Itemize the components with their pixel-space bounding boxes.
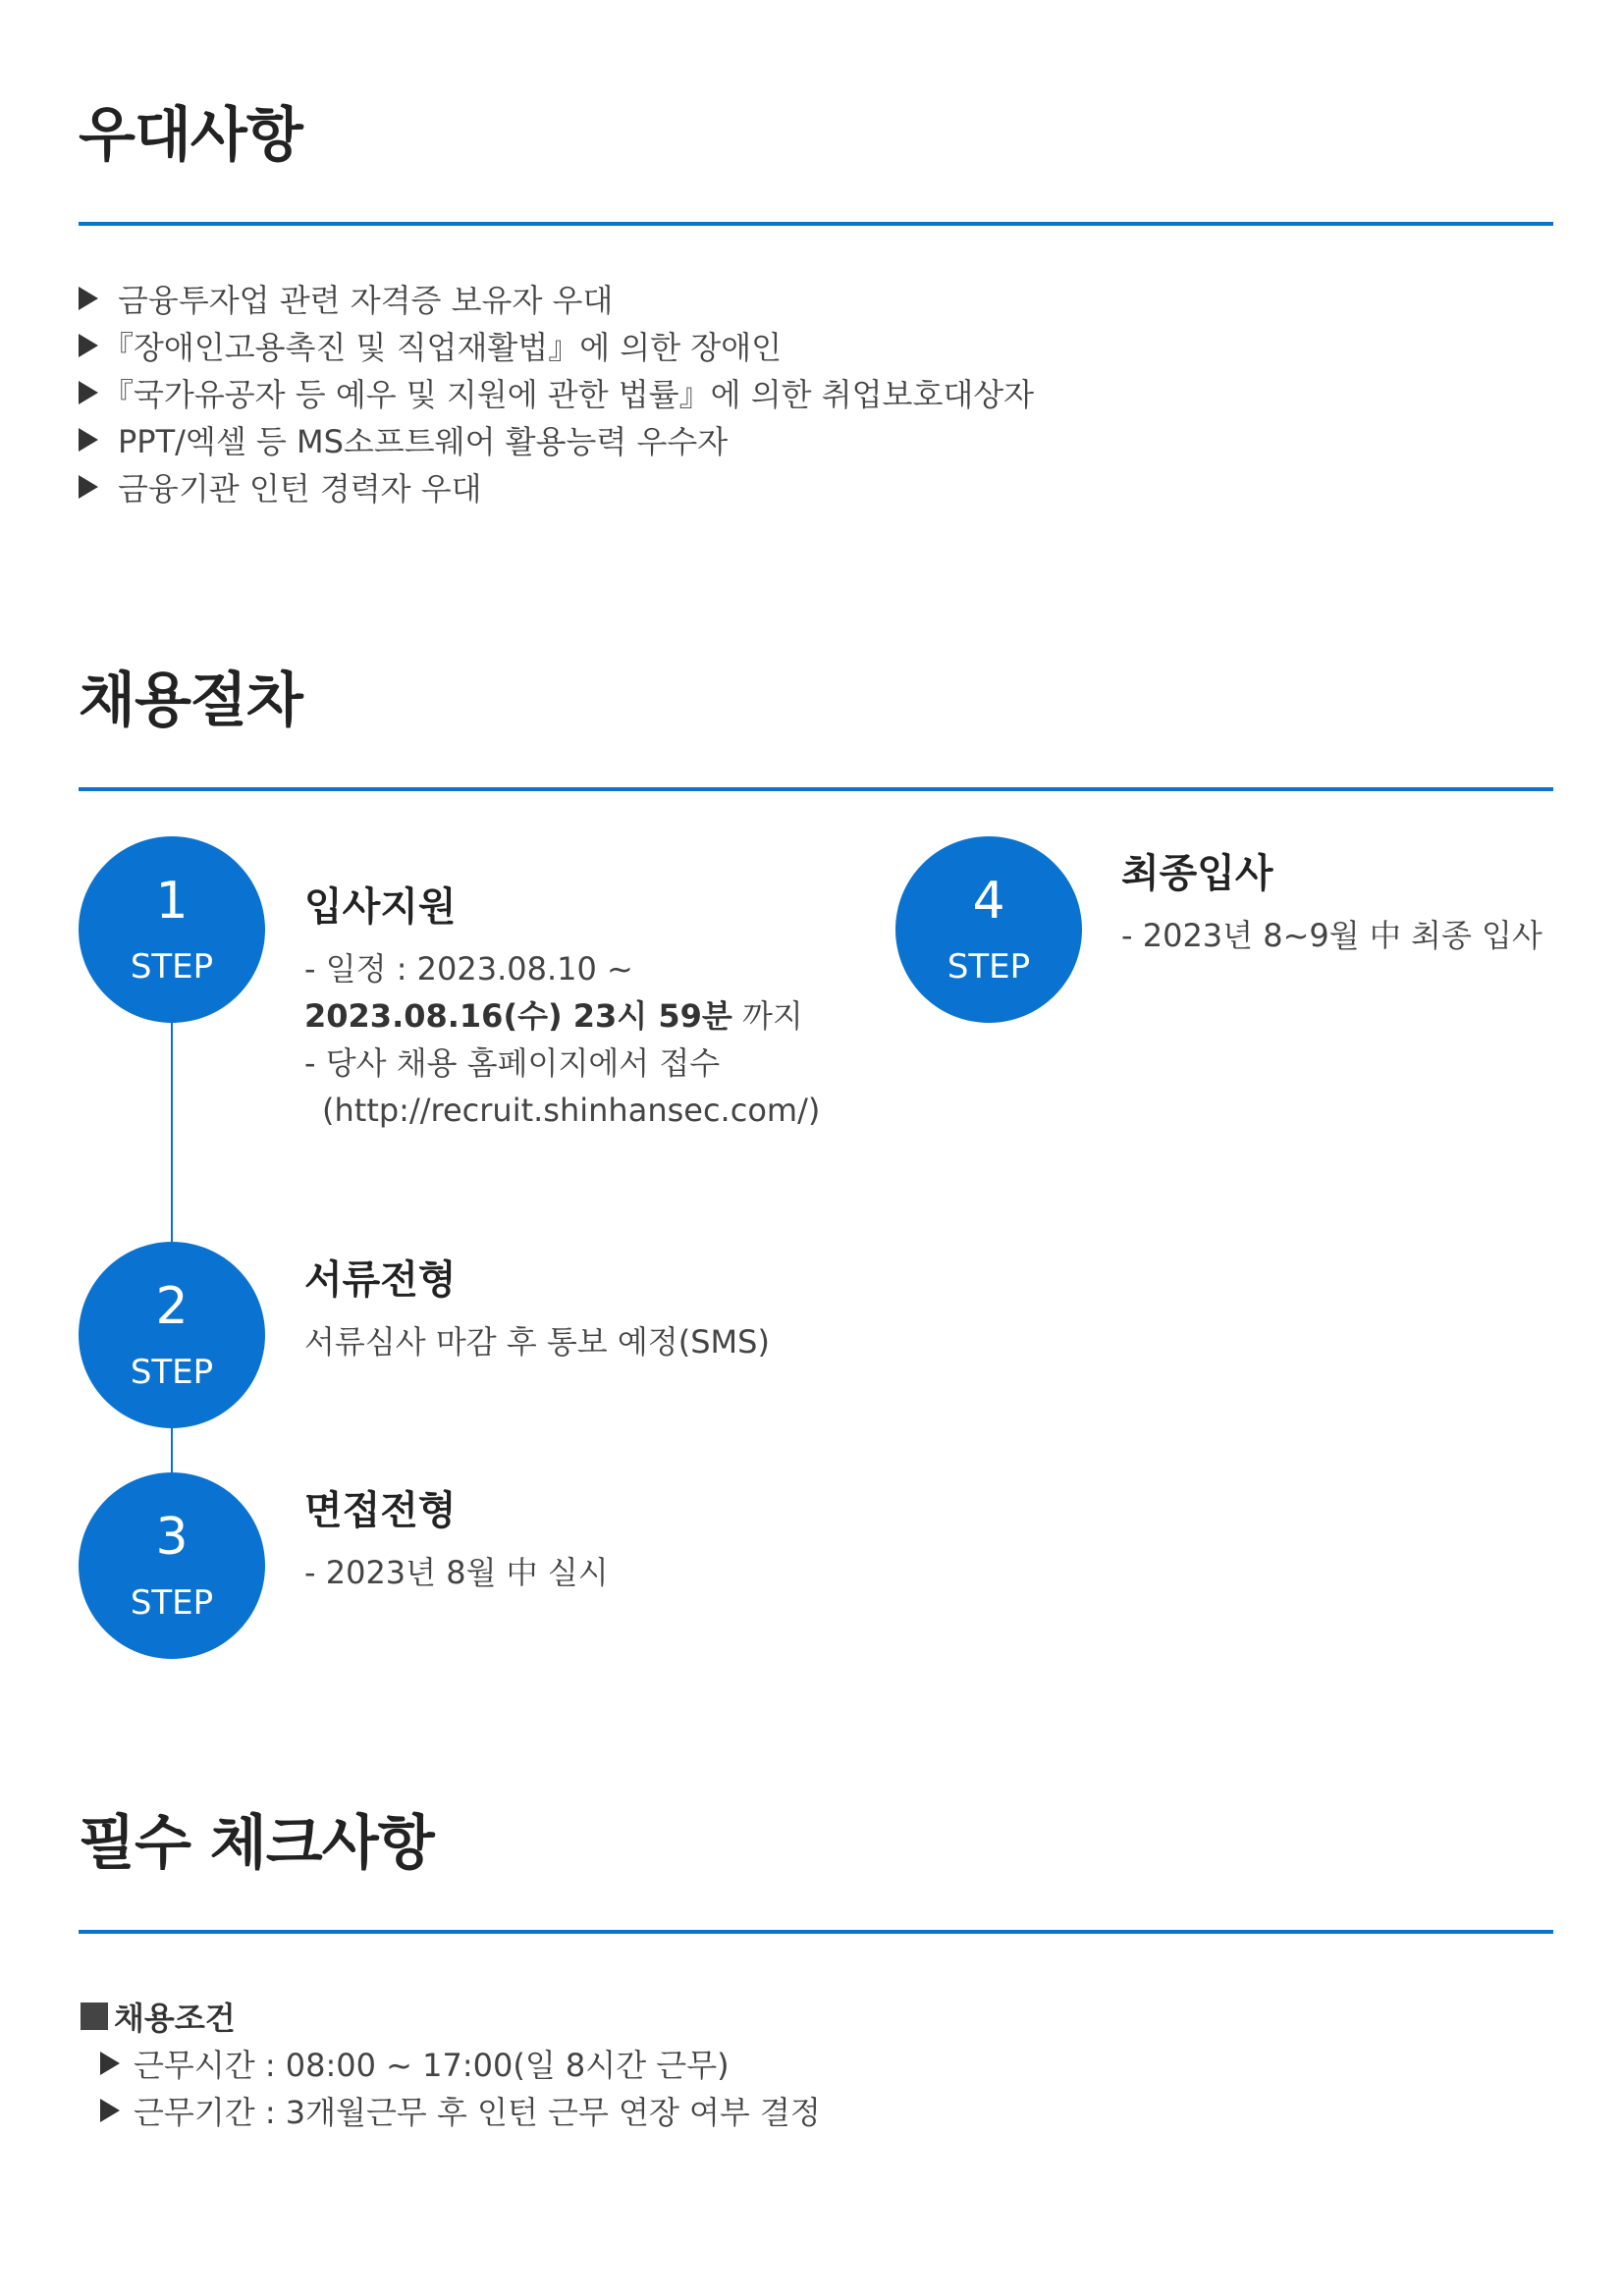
preference-text: 금융투자업 관련 자격증 보유자 우대 [118, 282, 614, 319]
triangle-bullet-icon [79, 287, 98, 310]
step-detail: 서류심사 마감 후 통보 예정(SMS) [304, 1323, 770, 1361]
step-1-content [304, 876, 820, 1134]
step-title: 입사지원 [304, 884, 457, 930]
step-number: 4 [972, 872, 1005, 931]
square-bullet-icon [81, 2002, 108, 2030]
conditions-heading-text: 채용조건 [114, 2000, 236, 2037]
step-4-content [1121, 842, 1542, 959]
triangle-bullet-icon [79, 475, 98, 499]
step-detail: - 2023년 8~9월 中 최종 입사 [1121, 917, 1542, 954]
preference-text: PPT/엑셀 등 MS소프트웨어 활용능력 우수자 [118, 423, 729, 460]
apply-url-text: (http://recruit.shinhansec.com/) [322, 1092, 821, 1129]
triangle-bullet-icon [100, 2052, 120, 2075]
condition-text: 근무기간 : 3개월근무 후 인턴 근무 연장 여부 결정 [134, 2094, 821, 2131]
list-item [79, 416, 1034, 463]
checklist-divider [79, 1930, 1553, 1934]
process-title: 채용절차 [79, 667, 302, 735]
condition-text: 근무시간 : 08:00 ~ 17:00(일 8시간 근무) [134, 2047, 730, 2084]
list-item [81, 2040, 821, 2087]
triangle-bullet-icon [79, 428, 98, 452]
step-detail: - 2023년 8월 中 실시 [304, 1554, 609, 1591]
triangle-bullet-icon [100, 2099, 120, 2122]
preferences-title: 우대사항 [79, 101, 302, 170]
conditions-heading [81, 1993, 821, 2040]
step-number: 2 [155, 1277, 189, 1336]
preference-text: 『국가유공자 등 예우 및 지원에 관한 법률』에 의한 취업보호대상자 [102, 376, 1035, 413]
checklist-title: 필수 체크사항 [79, 1809, 434, 1878]
step-label: STEP [130, 947, 214, 987]
list-item [79, 463, 1034, 510]
apply-where-text: - 당사 채용 홈페이지에서 접수 [304, 1044, 721, 1082]
step-number: 3 [155, 1508, 189, 1567]
preferences-divider [79, 222, 1553, 226]
preference-text: 『장애인고용촉진 및 직업재활법』에 의한 장애인 [102, 329, 783, 366]
step-label: STEP [130, 1583, 214, 1623]
step-1-badge [79, 836, 265, 1023]
preferences-list [79, 275, 1034, 510]
step-title: 최종입사 [1121, 851, 1273, 896]
step-title: 서류전형 [304, 1257, 457, 1303]
preference-text: 금융기관 인턴 경력자 우대 [118, 470, 482, 507]
step-2-badge [79, 1242, 265, 1428]
step-2-content [304, 1249, 770, 1365]
step-number: 1 [155, 872, 189, 931]
step-3-content [304, 1479, 609, 1596]
deadline-line [304, 992, 820, 1040]
triangle-bullet-icon [79, 381, 98, 404]
step-title: 면접전형 [304, 1488, 457, 1533]
triangle-bullet-icon [79, 334, 98, 357]
process-divider [79, 787, 1553, 791]
deadline-text: 2023.08.16(수) 23시 59분 [304, 997, 732, 1035]
schedule-text: - 일정 : 2023.08.10 ~ [304, 950, 633, 988]
list-item [79, 322, 1034, 369]
conditions-block [81, 1993, 821, 2134]
step-4-badge [895, 836, 1082, 1023]
list-item [81, 2087, 821, 2134]
step-label: STEP [947, 947, 1031, 987]
step-label: STEP [130, 1353, 214, 1392]
list-item [79, 275, 1034, 322]
step-connector [171, 1021, 173, 1247]
step-3-badge [79, 1472, 265, 1659]
list-item [79, 369, 1034, 416]
deadline-suffix: 까지 [731, 997, 803, 1035]
